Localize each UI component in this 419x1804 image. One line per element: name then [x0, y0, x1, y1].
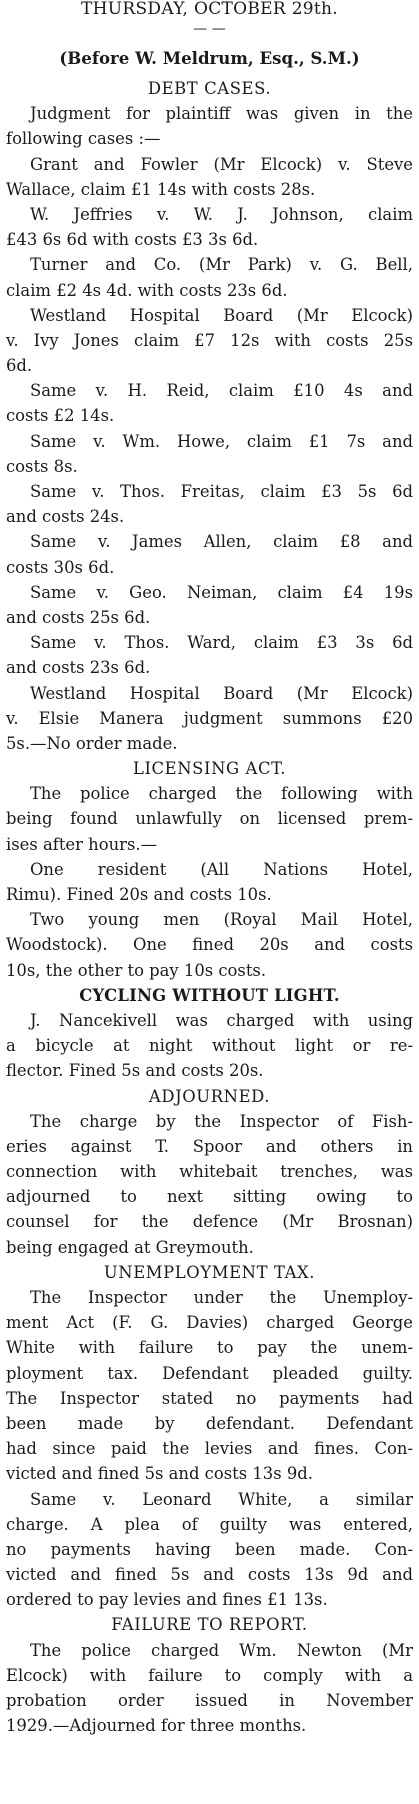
text-line: W. Jeffries v. W. J. Johnson, claim: [30, 204, 413, 224]
text-line: 1929.—Adjourned for three months.: [6, 1716, 307, 1736]
text-line: White with failure to pay the unem-: [6, 1338, 413, 1358]
text-line: no payments having been made. Con-: [6, 1539, 413, 1559]
dateline: THURSDAY, OCTOBER 29th.: [80, 0, 339, 19]
text-line: £43 6s 6d with costs £3 3s 6d.: [6, 230, 259, 250]
text-line: ment Act (F. G. Davies) charged George: [6, 1313, 413, 1333]
text-line: Wallace, claim £1 14s with costs 28s.: [6, 179, 316, 199]
text-line: Same v. H. Reid, claim £10 4s and: [30, 381, 413, 401]
section: [6, 983, 413, 1084]
text-line: 5s.—No order made.: [6, 733, 178, 753]
sections-container: [6, 76, 413, 1738]
text-line: The charge by the Inspector of Fish-: [30, 1111, 413, 1131]
section-heading: LICENSING ACT.: [132, 759, 287, 779]
text-line: Westland Hospital Board (Mr Elcock): [30, 305, 413, 325]
text-line: 10s, the other to pay 10s costs.: [6, 960, 267, 980]
section: [6, 76, 413, 756]
text-line: The police charged the following with: [30, 784, 413, 804]
text-line: ployment tax. Defendant pleaded guilty.: [6, 1363, 413, 1383]
text-line: eries against T. Spoor and others in: [6, 1136, 413, 1156]
text-line: Rimu). Fined 20s and costs 10s.: [6, 885, 272, 904]
text-line: ises after hours.—: [6, 834, 157, 854]
text-line: been made by defendant. Defendant: [6, 1413, 413, 1433]
text-line: Same v. James Allen, claim £8 and: [30, 532, 413, 552]
text-line: Two young men (Royal Mail Hotel,: [30, 910, 413, 930]
separator-dash: — —: [193, 22, 226, 37]
court-presiding-line: (Before W. Meldrum, Esq., S.M.): [59, 48, 360, 68]
text-line: 6d.: [6, 356, 33, 376]
text-line: Same v. Wm. Howe, claim £1 7s and: [30, 431, 413, 451]
section: [6, 1612, 413, 1738]
text-line: Elcock) with failure to comply with a: [6, 1665, 413, 1685]
text-line: Same v. Geo. Neiman, claim £4 19s: [30, 582, 413, 602]
text-line: Judgment for plaintiff was given in the: [30, 104, 413, 124]
section: [6, 1260, 413, 1613]
text-line: charge. A plea of guilty was entered,: [6, 1514, 413, 1534]
text-line: Same v. Thos. Ward, claim £3 3s 6d: [30, 633, 413, 653]
text-line: victed and fined 5s and costs 13s 9d and: [6, 1565, 413, 1585]
text-line: Turner and Co. (Mr Park) v. G. Bell,: [30, 255, 413, 275]
text-line: and costs 24s.: [6, 507, 125, 527]
text-line: following cases :—: [6, 129, 161, 149]
text-line: Westland Hospital Board (Mr Elcock): [30, 683, 413, 703]
text-line: v. Elsie Manera judgment summons £20: [6, 708, 413, 728]
text-line: Same v. Thos. Freitas, claim £3 5s 6d: [30, 482, 413, 501]
text-line: and costs 25s 6d.: [6, 607, 151, 627]
text-line: victed and fined 5s and costs 13s 9d.: [6, 1464, 313, 1484]
section-heading: UNEMPLOYMENT TAX.: [103, 1262, 316, 1282]
text-line: counsel for the defence (Mr Brosnan): [6, 1212, 413, 1232]
text-line: ordered to pay levies and fines £1 13s.: [6, 1590, 328, 1610]
text-line: Woodstock). One fined 20s and costs: [6, 935, 413, 955]
text-line: adjourned to next sitting owing to: [6, 1187, 413, 1207]
text-line: connection with whitebait trenches, was: [6, 1162, 413, 1182]
section: [6, 1084, 413, 1260]
text-line: Same v. Leonard White, a similar: [30, 1489, 413, 1509]
text-line: J. Nancekivell was charged with using: [30, 1010, 413, 1030]
text-line: a bicycle at night without light or re-: [6, 1036, 413, 1056]
text-line: v. Ivy Jones claim £7 12s with costs 25s: [6, 330, 413, 350]
text-line: being engaged at Greymouth.: [6, 1237, 254, 1257]
text-line: being found unlawfully on licensed prem-: [6, 809, 413, 829]
text-line: flector. Fined 5s and costs 20s.: [6, 1061, 264, 1081]
section: [6, 756, 413, 983]
text-line: costs £2 14s.: [6, 406, 115, 426]
section-heading: FAILURE TO REPORT.: [111, 1615, 308, 1635]
section-heading: CYCLING WITHOUT LIGHT.: [79, 985, 340, 1005]
text-line: Grant and Fowler (Mr Elcock) v. Steve: [30, 154, 413, 174]
text-line: costs 8s.: [6, 456, 78, 476]
text-line: claim £2 4s 4d. with costs 23s 6d.: [6, 280, 288, 300]
text-line: The Inspector stated no payments had: [6, 1388, 413, 1408]
text-line: The police charged Wm. Newton (Mr: [30, 1640, 413, 1660]
section-heading: DEBT CASES.: [147, 79, 272, 98]
text-line: One resident (All Nations Hotel,: [30, 859, 413, 879]
text-line: probation order issued in November: [6, 1691, 413, 1710]
text-line: and costs 23s 6d.: [6, 658, 151, 678]
text-line: The Inspector under the Unemploy-: [30, 1288, 413, 1307]
text-line: costs 30s 6d.: [6, 557, 115, 577]
text-line: had since paid the levies and fines. Con-: [6, 1439, 413, 1459]
section-heading: ADJOURNED.: [148, 1086, 271, 1106]
